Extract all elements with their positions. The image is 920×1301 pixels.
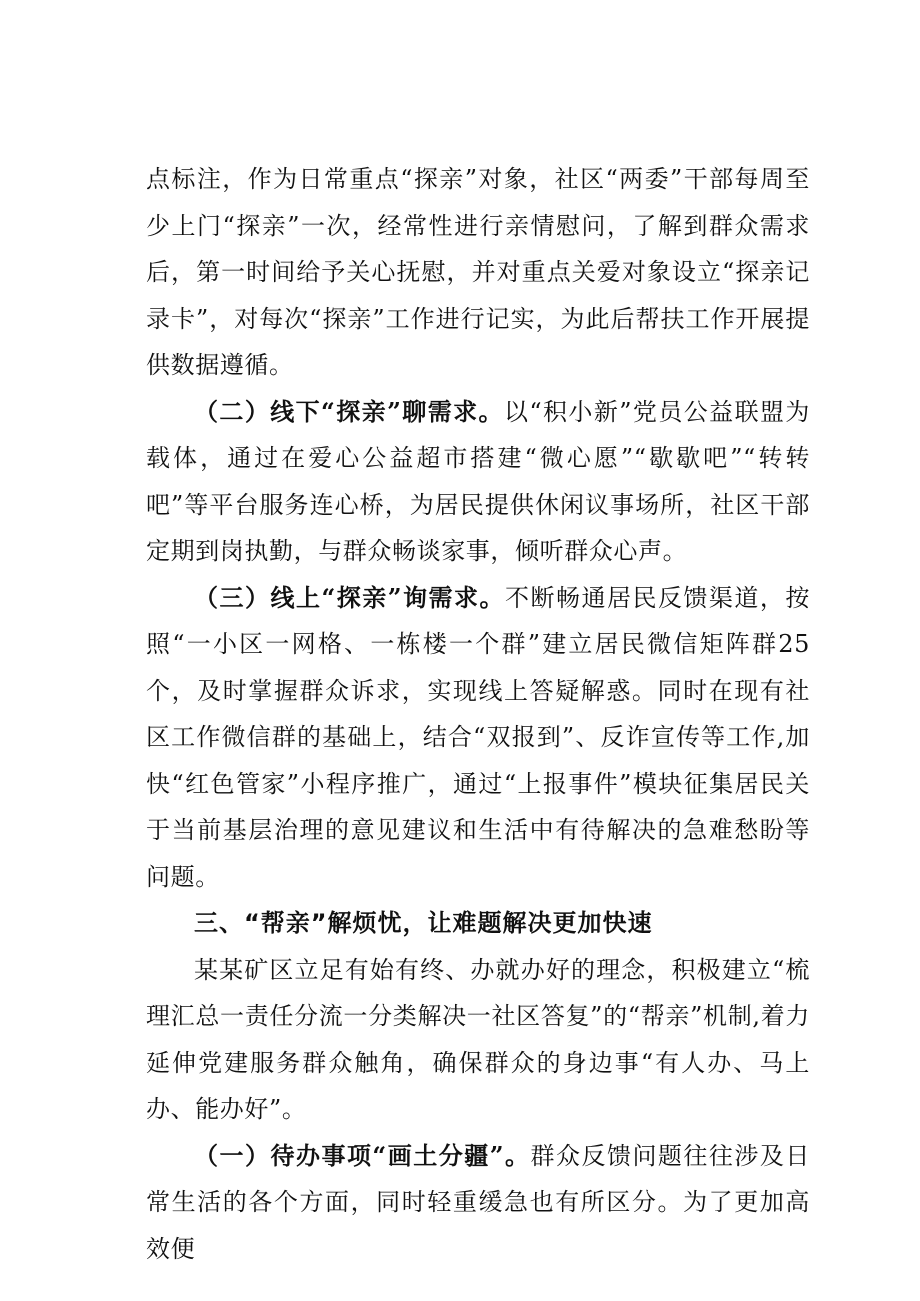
- paragraph-3-lead: （三）线上“探亲”询需求。: [194, 582, 505, 612]
- paragraph-4: [146, 947, 810, 1133]
- paragraph-5: [146, 1133, 810, 1273]
- paragraph-5-text: 群众反馈问题往往涉及日常生活的各个方面，同时轻重缓急也有所区分。为了更加高效便: [146, 1141, 810, 1263]
- paragraph-3-text: 不断畅通居民反馈渠道，按照“一小区一网格、一栋楼一个群”建立居民微信矩阵群25个，及时掌握群众诉求，实现线上答疑解惑。同时在现有社区工作微信群的基础上，结合“双报到”、反诈宣传等工作,加快“红色管家”小程序推广，通过“上报事件”模块征集居民关于当前基层治理的意见建议和生活中有待解决的急难愁盼等问题。: [146, 583, 810, 891]
- paragraph-3: [146, 575, 810, 901]
- document-page: [146, 156, 810, 1272]
- paragraph-2: [146, 389, 810, 575]
- paragraph-1-text: 点标注，作为日常重点“探亲”对象，社区“两委”干部每周至少上门“探亲”一次，经常性进行亲情慰问，了解到群众需求后，第一时间给予关心抚慰，并对重点关爱对象设立“探亲记录卡”，对每次“探亲”工作进行记实，为此后帮扶工作开展提供数据遵循。: [146, 165, 810, 379]
- paragraph-2-lead: （二）线下“探亲”聊需求。: [194, 396, 504, 426]
- paragraph-4-text: 某某矿区立足有始有终、办就办好的理念，积极建立“梳理汇总一责任分流一分类解决一社区答复”的“帮亲”机制,着力延伸党建服务群众触角，确保群众的身边事“有人办、马上办、能办好”。: [146, 955, 810, 1123]
- paragraph-1: [146, 156, 810, 389]
- paragraph-5-lead: （一）待办事项“画土分疆”。: [194, 1140, 531, 1170]
- paragraph-2-text: 以“积小新”党员公益联盟为载体，通过在爱心公益超市搭建“微心愿”“歇歇吧”“转转吧”等平台服务连心桥，为居民提供休闲议事场所，社区干部定期到岗执勤，与群众畅谈家事，倾听群众心声。: [146, 397, 810, 565]
- section-heading-3: 三、“帮亲”解烦忧，让难题解决更加快速: [194, 909, 653, 937]
